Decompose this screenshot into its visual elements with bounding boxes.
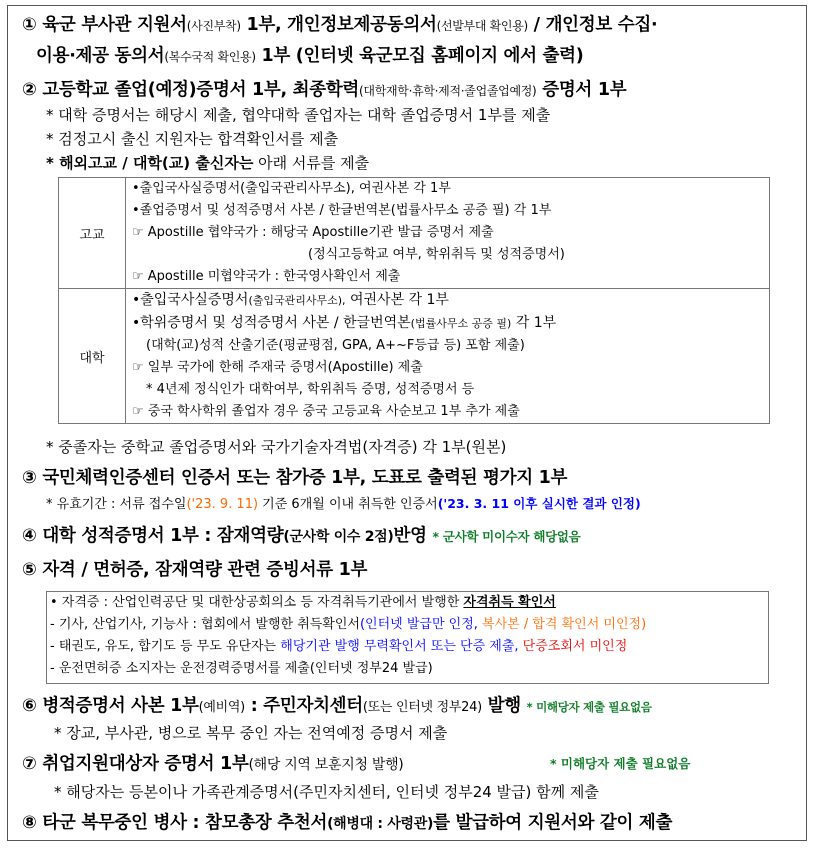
line-text: • 자격증 : 산업인력공단 및 대한상공회의소 등 자격취득기관에서 발행한 — [50, 595, 464, 610]
item-6-green-note: * 미해당자 제출 필요없음 — [526, 700, 652, 714]
table-line: ☞ 일부 국가에 한해 주재국 증명서(Apostille) 제출 — [132, 360, 423, 375]
note-text: * 유효기간 : 서류 접수일 — [46, 497, 187, 512]
table-row-highschool — [59, 178, 770, 289]
table-line: * 4년제 정식인가 대학여부, 학위취득 증명, 성적증명서 등 — [146, 382, 475, 397]
item-2-footnote: * 중졸자는 중학교 졸업증명서와 국가기술자격법(자격증) 각 1부(원본) — [46, 438, 507, 456]
item-2-note-3 — [46, 152, 369, 173]
table-line: •출입국사실증명서(출입국관리사무소), 여권사본 각 1부 — [132, 181, 451, 196]
line-text: - 태권도, 유도, 합기도 등 무도 유단자는 — [50, 639, 281, 654]
item-6-note: * 장교, 부사관, 병으로 복무 중인 자는 전역예정 증명서 제출 — [54, 724, 448, 742]
item-number: ③ — [22, 468, 37, 488]
line-note: (인터넷 정부24 발급) — [309, 661, 433, 676]
item-text: 1부 (인터넷 육군모집 홈페이지 에서 출력) — [255, 46, 584, 66]
item-text: 증명서 1부 — [536, 80, 627, 100]
table-line: ☞ Apostille 협약국가 : 해당국 Apostille기관 발급 증명서 제출 — [132, 225, 494, 240]
item-note: (또는 인터넷 정부24) — [362, 700, 482, 715]
item-2-note-1: * 대학 증명서는 해당시 제출, 협약대학 졸업자는 대학 졸업증명서 1부를 제출 — [46, 106, 551, 124]
item-5-title — [22, 556, 367, 581]
item-8-title — [22, 809, 672, 834]
item-7-title — [22, 750, 403, 775]
item-number: ⑤ — [22, 560, 37, 580]
item-text: 육군 부사관 지원서 — [42, 15, 187, 35]
box-line — [47, 658, 768, 680]
item-text: 를 발급하여 지원서와 같이 제출 — [433, 813, 673, 833]
item-note: (해병대 : 사령관) — [327, 816, 434, 832]
item-2-note-2: * 검정고시 출신 지원자는 합격확인서를 제출 — [46, 130, 339, 148]
item-text: / 개인정보 수집· — [527, 15, 658, 35]
line-note: (출입국관리사무소), — [248, 294, 346, 307]
table-line — [126, 312, 769, 335]
item-text: 1부, 개인정보제공동의서 — [240, 15, 437, 35]
line-note: (법률사무소 공증 필) — [410, 317, 512, 330]
item-note: (사진부착) — [186, 19, 241, 33]
line-text: •출입국사실증명서 — [132, 292, 249, 308]
item-note: (예비역) — [198, 700, 245, 715]
table-line: •졸업증명서 및 성적증명서 사본 / 한글번역본(법률사무소 공증 필) 각 1부 — [132, 203, 552, 218]
item-number: ① — [22, 15, 37, 35]
item-3-note — [46, 493, 641, 512]
item-6-title — [22, 692, 652, 717]
table-line: (정식고등학교 여부, 학위취득 및 성적증명서) — [308, 247, 565, 262]
item-3-title — [22, 464, 567, 489]
note-highlight: ('23. 3. 11 이후 실시한 결과 인정) — [437, 496, 641, 511]
item-7-note: * 해당자는 등본이나 가족관계증명서(주민자치센터, 인터넷 정부24 발급) 함께 제출 — [54, 783, 599, 801]
item-number: ⑧ — [22, 813, 37, 833]
item-note: (선발부대 확인용) — [436, 19, 528, 33]
item-text: 자격 / 면허증, 잠재역량 관련 증빙서류 1부 — [42, 560, 368, 580]
item-text: 취업지원대상자 증명서 1부 — [42, 754, 249, 774]
box-line — [47, 614, 768, 636]
foreign-documents-table — [58, 177, 770, 424]
item-text: 고등학교 졸업(예정)증명서 1부, 최종학력 — [42, 80, 360, 100]
table-row-university — [59, 289, 770, 424]
item-1-line-2 — [36, 42, 583, 67]
table-line: (대학(교)성적 산출기준(평균평점, GPA, A+~F등급 등) 포함 제출) — [146, 338, 525, 353]
item-4-title — [22, 522, 580, 547]
item-text: 이용·제공 동의서 — [36, 46, 165, 66]
box-line — [47, 592, 768, 614]
line-blue: (인터넷 발급만 인정, — [359, 617, 478, 632]
box-line — [47, 636, 768, 658]
line-orange: 복사본 / 합격 확인서 미인정) — [477, 617, 647, 632]
line-blue: 해당기관 발행 무력확인서 또는 단증 제출, — [280, 639, 519, 654]
table-line: ☞ Apostille 미협약국가 : 한국영사확인서 제출 — [132, 269, 401, 284]
row-label-highschool: 고교 — [59, 178, 126, 289]
item-text: 병적증명서 사본 1부 — [42, 696, 199, 716]
item-number: ⑥ — [22, 696, 37, 716]
item-2-title — [22, 76, 626, 101]
table-line: ☞ 중국 학사학위 졸업자 경우 중국 고등교육 사순보고 1부 추가 제출 — [132, 404, 520, 419]
note-text: 기준 6개월 이내 취득한 인증서 — [258, 497, 438, 512]
note-bold: * 해외고교 / 대학(교) 출신자는 — [46, 154, 254, 172]
line-text: •학위증명서 및 성적증명서 사본 / 한글번역본 — [132, 315, 411, 331]
row-label-university: 대학 — [59, 289, 126, 424]
item-4-green-note: * 군사학 미이수자 해당없음 — [432, 529, 581, 544]
item-number: ④ — [22, 526, 37, 546]
item-7-green-note: * 미해당자 제출 필요없음 — [550, 756, 691, 771]
line-emphasis: 자격취득 확인서 — [463, 595, 556, 610]
item-text: 반영 — [393, 526, 427, 546]
item-text: : 주민자치센터 — [244, 696, 363, 716]
row-content-university — [126, 289, 770, 424]
line-text: 여권사본 각 1부 — [345, 292, 449, 308]
line-red: 단증조회서 미인정 — [518, 639, 628, 654]
table-line — [126, 289, 769, 312]
item-note: (대학재학·휴학·제적·졸업졸업예정) — [359, 84, 537, 98]
line-text: - 운전면허증 소지자는 운전경력증명서를 제출 — [50, 661, 310, 676]
item-text: 발행 — [481, 696, 521, 716]
item-note: (복수국적 확인용) — [164, 50, 256, 64]
item-note: (해당 지역 보훈지청 발행) — [248, 757, 404, 773]
item-1-line-1 — [22, 11, 657, 36]
line-text: - 기사, 산업기사, 기능사 : 협회에서 발행한 취득확인서 — [50, 617, 360, 632]
item-number: ② — [22, 80, 37, 100]
item-number: ⑦ — [22, 754, 37, 774]
item-text: 국민체력인증센터 인증서 또는 참가증 1부, 도표로 출력된 평가지 1부 — [42, 468, 568, 488]
line-text: 각 1부 — [511, 315, 557, 331]
note-date: ('23. 9. 11) — [186, 497, 259, 512]
note-text: 아래 서류를 제출 — [253, 154, 370, 172]
row-content-highschool — [126, 178, 770, 289]
item-note: (군사학 이수 2점) — [283, 529, 394, 545]
item-text: 대학 성적증명서 1부 : 잠재역량 — [42, 526, 284, 546]
item-text: 타군 복무중인 병사 : 참모총장 추천서 — [42, 813, 328, 833]
license-details-box — [46, 591, 769, 684]
